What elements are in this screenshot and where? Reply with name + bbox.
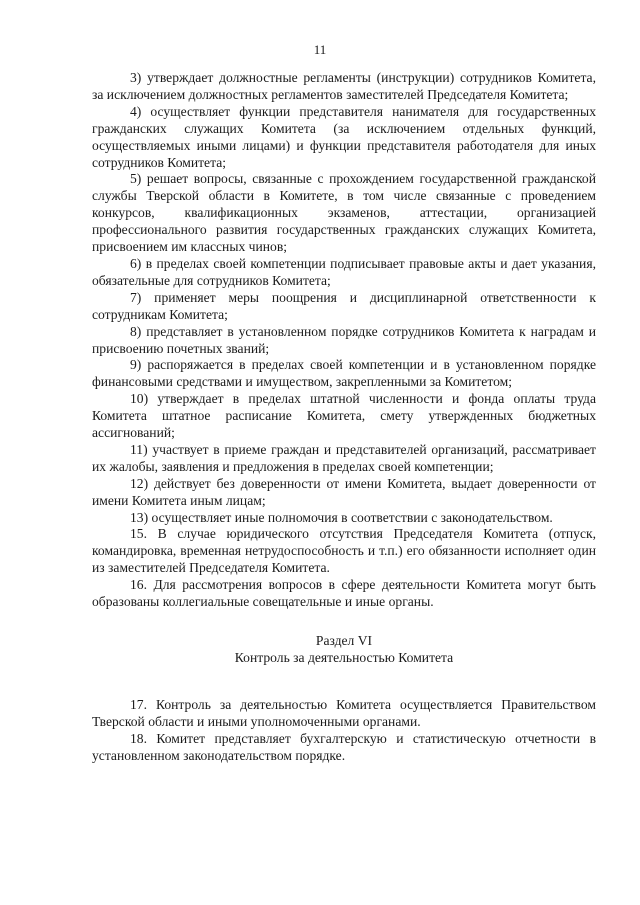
paragraph-item-5: 5) решает вопросы, связанные с прохождением государственной гражданской службы Тверской области в Комитете, в том числе связанные с проведением конкурсов, квалификационных экзаменов, аттестации, организацией профессионального развития государственных гражданских служащих Комитета, присвоением им классных чинов; <box>92 171 596 255</box>
section-title: Раздел VI <box>315 633 373 648</box>
paragraph-item-3: 3) утверждает должностные регламенты (инструкции) сотрудников Комитета, за исключением должностных регламентов заместителей Председателя Комитета; <box>92 70 596 102</box>
paragraph-item-8: 8) представляет в установленном порядке сотрудников Комитета к наградам и присвоению почетных званий; <box>92 323 596 356</box>
paragraph-item-4: 4) осуществляет функции представителя нанимателя для государственных гражданских служащих Комитета (за исключением отдельных функций, осуществляемых иными лицами) и функции представителя работодателя для иных сотрудников Комитета; <box>92 103 596 170</box>
section-subtitle: Контроль за деятельностью Комитета <box>234 649 454 665</box>
paragraph-clause-16: 16. Для рассмотрения вопросов в сфере деятельности Комитета могут быть образованы коллегиальные совещательные и иные органы. <box>92 577 596 610</box>
page-number: 11 <box>313 42 327 57</box>
paragraph-item-9: 9) распоряжается в пределах своей компетенции и в установленном порядке финансовыми средствами и имуществом, закрепленными за Комитетом; <box>92 357 596 390</box>
paragraph-clause-18: 18. Комитет представляет бухгалтерскую и статистическую отчетности в установленном законодательством порядке. <box>92 730 596 763</box>
paragraph-item-11: 11) участвует в приеме граждан и представителей организаций, рассматривает их жалобы, заявления и предложения в пределах своей компетенции; <box>92 441 596 474</box>
paragraph-clause-17: 17. Контроль за деятельностью Комитета осуществляется Правительством Тверской области и иными уполномоченными органами. <box>92 696 596 729</box>
paragraph-item-12: 12) действует без доверенности от имени Комитета, выдает доверенности от имени Комитета иным лицам; <box>92 475 596 508</box>
paragraph-item-10: 10) утверждает в пределах штатной численности и фонда оплаты труда Комитета штатное расписание Комитета, смету утвержденных бюджетных ассигнований; <box>92 391 596 441</box>
paragraph-item-7: 7) применяет меры поощрения и дисциплинарной ответственности к сотрудникам Комитета; <box>92 289 596 322</box>
paragraph-item-13: 13) осуществляет иные полномочия в соответствии с законодательством. <box>130 509 553 525</box>
paragraph-clause-15: 15. В случае юридического отсутствия Председателя Комитета (отпуск, командировка, временная нетрудоспособность и т.п.) его обязанности исполняет один из заместителей Председателя Комитета. <box>92 526 596 576</box>
paragraph-item-6: 6) в пределах своей компетенции подписывает правовые акты и дает указания, обязательные для сотрудников Комитета; <box>92 255 596 288</box>
document-body <box>92 70 596 764</box>
